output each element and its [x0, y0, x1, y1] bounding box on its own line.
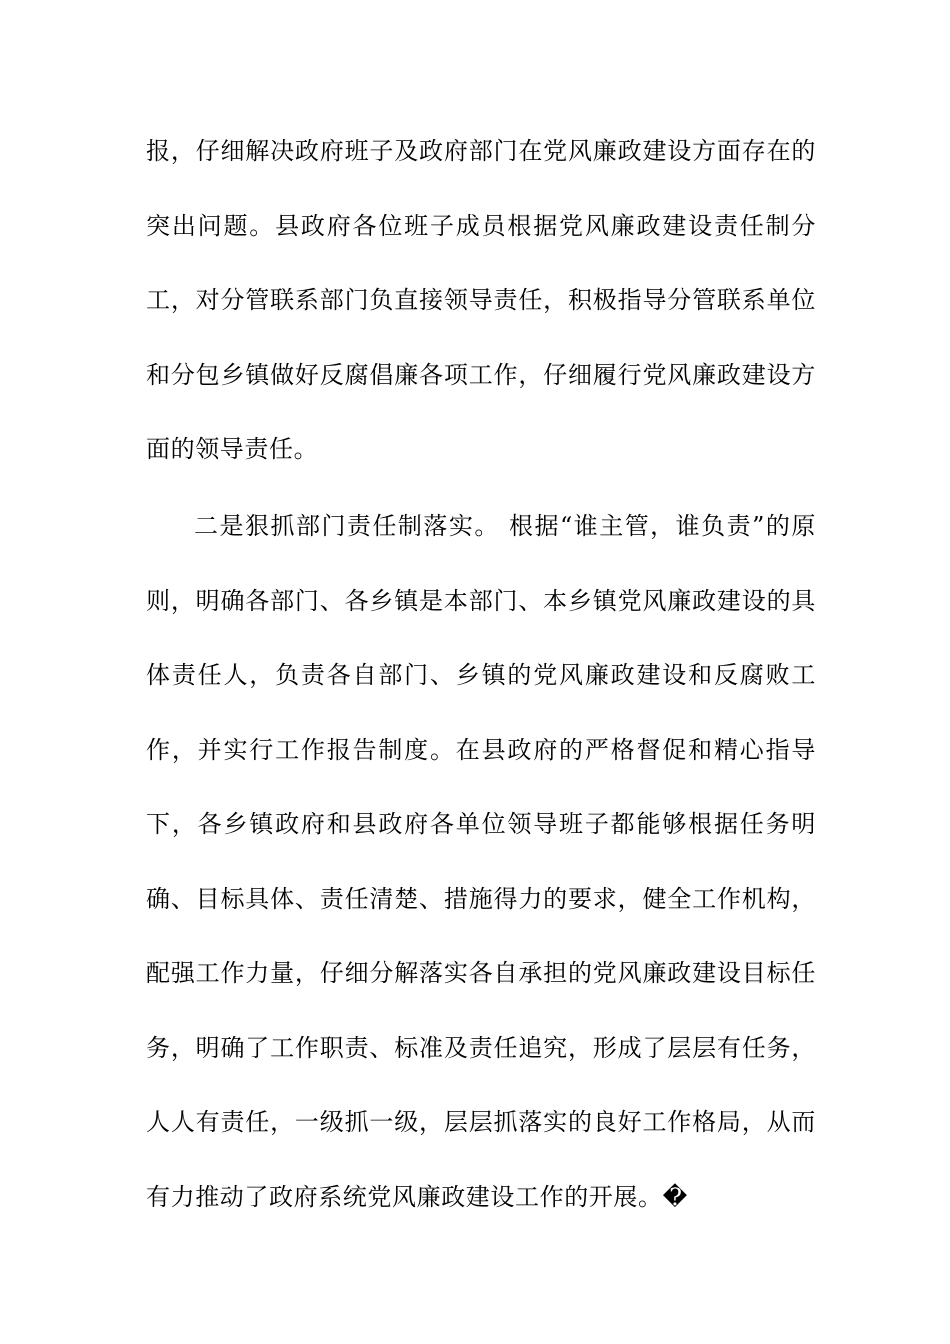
paragraph-continuation: 报，仔细解决政府班子及政府部门在党风廉政建设方面存在的突出问题。县政府各位班子成员根据党风廉政建设责任制分工，对分管联系部门负直接领导责任，积极指导分管联系单位和分包乡镇做好反腐倡廉各项工作，仔细履行党风廉政建设方面的领导责任。 [146, 137, 816, 463]
paragraph-department-responsibility: 二是狠抓部门责任制落实。 根据“谁主管，谁负责”的原则，明确各部门、各乡镇是本部门、本乡镇党风廉政建设的具体责任人，负责各自部门、乡镇的党风廉政建设和反腐败工作，并实行工作报告制度。在县政府的严格督促和精心指导下，各乡镇政府和县政府各单位领导班子都能够根据任务明确、目标具体、责任清楚、措施得力的要求，健全工作机构，配强工作力量，仔细分解落实各自承担的党风廉政建设目标任务，明确了工作职责、标准及责任追究，形成了层层有任务，人人有责任，一级抓一级，层层抓落实的良好工作格局，从而有力推动了政府系统党风廉政建设工作的开展。� [146, 512, 816, 1211]
